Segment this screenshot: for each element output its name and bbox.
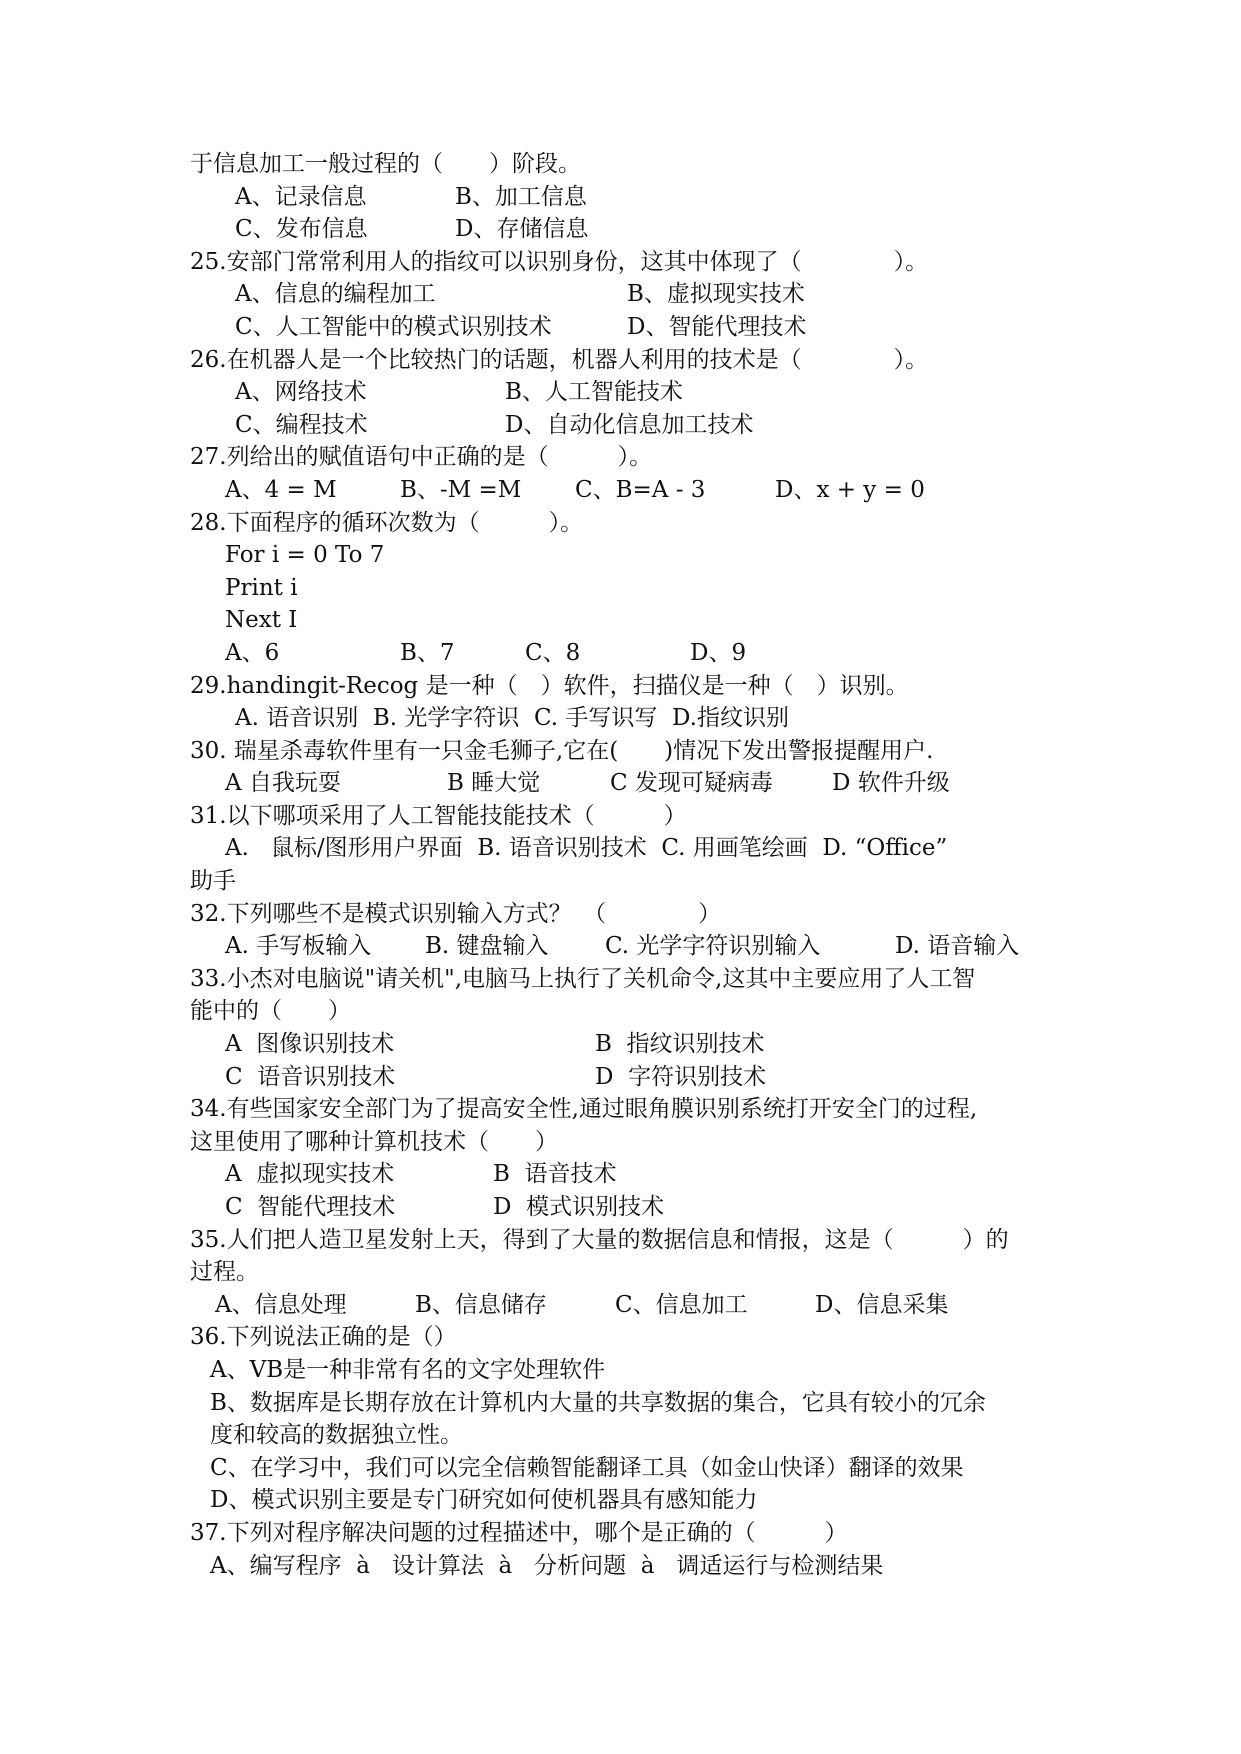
question-30-options <box>190 767 1060 800</box>
option-d: D、x + y = 0 <box>775 476 925 503</box>
option-c: C、8 <box>525 639 581 666</box>
option-a: A、信息的编程加工 <box>235 281 436 308</box>
question-36-option-a: A、VB是一种非常有名的文字处理软件 <box>210 1356 606 1383</box>
question-33-line1: 33.小杰对电脑说"请关机",电脑马上执行了关机命令,这其中主要应用了人工智 <box>190 965 976 992</box>
question-34-options-row1 <box>190 1158 1060 1191</box>
question-33-options-row2 <box>190 1061 1060 1094</box>
question-37-option-a: A、编写程序 à 设计算法 à 分析问题 à 调适运行与检测结果 <box>210 1552 884 1579</box>
option-a: A、记录信息 <box>235 183 367 210</box>
option-b: B、加工信息 <box>455 183 587 210</box>
question-24-options-row1 <box>190 181 1060 214</box>
question-29: 29.handingit-Recog 是一种（ ）软件，扫描仪是一种（ ）识别。 <box>190 672 909 699</box>
option-d: D 字符识别技术 <box>595 1063 767 1090</box>
option-c: C 发现可疑病毒 <box>610 770 773 797</box>
exam-page <box>190 148 1060 1582</box>
question-37: 37.下列对程序解决问题的过程描述中，哪个是正确的（ ） <box>190 1519 848 1546</box>
option-c: C. 光学字符识别输入 <box>605 933 821 960</box>
question-36-option-d: D、模式识别主要是专门研究如何使机器具有感知能力 <box>210 1487 758 1514</box>
question-25-options-row2 <box>190 311 1060 344</box>
question-31: 31.以下哪项采用了人工智能技能技术（ ） <box>190 802 687 829</box>
code-line-3: Next I <box>225 607 298 634</box>
option-c: C 智能代理技术 <box>225 1194 396 1220</box>
option-a: A 自我玩耍 <box>225 770 341 797</box>
option-d: D 模式识别技术 <box>493 1194 665 1220</box>
option-a: A、6 <box>225 639 280 666</box>
option-a: A 图像识别技术 <box>225 1031 395 1058</box>
option-d: D、9 <box>690 639 747 666</box>
option-b: B 睡大觉 <box>447 770 541 797</box>
question-36-option-b-line2: 度和较高的数据独立性。 <box>210 1422 463 1449</box>
question-25-options-row1 <box>190 278 1060 311</box>
question-35-line1: 35.人们把人造卫星发射上天，得到了大量的数据信息和情报，这是（ ）的 <box>190 1226 1009 1253</box>
option-b: B 语音技术 <box>493 1161 617 1188</box>
question-35-options <box>190 1289 1060 1322</box>
question-27-options <box>190 474 1060 507</box>
option-b: B、信息储存 <box>415 1291 547 1318</box>
question-29-options: A. 语音识别 B. 光学字符识 C. 手写识写 D.指纹识别 <box>235 705 789 732</box>
option-a: A、信息处理 <box>215 1291 347 1318</box>
question-24-tail: 于信息加工一般过程的（ ）阶段。 <box>190 151 581 177</box>
question-31-options-cont: 助手 <box>190 868 236 895</box>
question-35-line2: 过程。 <box>190 1259 259 1286</box>
option-a: A. 手写板输入 <box>225 933 372 960</box>
option-d: D、智能代理技术 <box>627 313 807 340</box>
option-b: B、虚拟现实技术 <box>627 281 805 308</box>
question-26: 26.在机器人是一个比较热门的话题，机器人利用的技术是（ ）。 <box>190 346 929 373</box>
question-26-options-row2 <box>190 409 1060 442</box>
option-c: C、B=A - 3 <box>575 476 706 503</box>
question-31-options: A. 鼠标/图形用户界面 B. 语音识别技术 C. 用画笔绘画 D. “Office” <box>225 835 948 862</box>
option-d: D、自动化信息加工技术 <box>505 411 754 438</box>
question-36: 36.下列说法正确的是（） <box>190 1324 457 1351</box>
option-c: C、人工智能中的模式识别技术 <box>235 313 552 340</box>
option-b: B、-M =M <box>400 476 522 503</box>
question-28-options <box>190 637 1060 670</box>
question-32: 32.下列哪些不是模式识别输入方式？ （ ） <box>190 900 722 927</box>
question-28: 28.下面程序的循环次数为（ ）。 <box>190 509 584 536</box>
question-36-option-b-line1: B、数据库是长期存放在计算机内大量的共享数据的集合，它具有较小的冗余 <box>210 1389 986 1416</box>
option-d: D. 语音输入 <box>895 933 1020 960</box>
question-24-options-row2 <box>190 213 1060 246</box>
question-33-line2: 能中的（ ） <box>190 998 351 1025</box>
question-34-line2: 这里使用了哪种计算机技术（ ） <box>190 1128 558 1155</box>
code-line-2: Print i <box>225 574 298 601</box>
question-34-options-row2 <box>190 1191 1060 1224</box>
question-36-option-c: C、在学习中，我们可以完全信赖智能翻译工具（如金山快译）翻译的效果 <box>210 1454 964 1481</box>
question-27: 27.列给出的赋值语句中正确的是（ ）。 <box>190 444 653 471</box>
option-b: B. 键盘输入 <box>425 933 549 960</box>
option-d: D 软件升级 <box>832 770 950 797</box>
question-30: 30. 瑞星杀毒软件里有一只金毛狮子,它在( )情况下发出警报提醒用户. <box>190 737 934 764</box>
option-d: D、信息采集 <box>815 1291 949 1318</box>
option-c: C 语音识别技术 <box>225 1063 396 1090</box>
option-a: A 虚拟现实技术 <box>225 1161 395 1188</box>
option-c: C、信息加工 <box>615 1291 748 1318</box>
option-a: A、4 = M <box>225 476 337 503</box>
option-b: B 指纹识别技术 <box>595 1031 765 1058</box>
option-b: B、人工智能技术 <box>505 379 683 406</box>
option-c: C、编程技术 <box>235 411 368 438</box>
question-25: 25.安部门常常利用人的指纹可以识别身份，这其中体现了（ ）。 <box>190 248 929 275</box>
code-line-1: For i = 0 To 7 <box>225 542 385 569</box>
question-32-options <box>190 930 1060 963</box>
option-a: A、网络技术 <box>235 379 367 406</box>
option-b: B、7 <box>400 639 455 666</box>
question-33-options-row1 <box>190 1028 1060 1061</box>
question-26-options-row1 <box>190 376 1060 409</box>
option-c: C、发布信息 <box>235 216 368 243</box>
option-d: D、存储信息 <box>455 216 589 243</box>
question-34-line1: 34.有些国家安全部门为了提高安全性,通过眼角膜识别系统打开安全门的过程, <box>190 1096 978 1123</box>
